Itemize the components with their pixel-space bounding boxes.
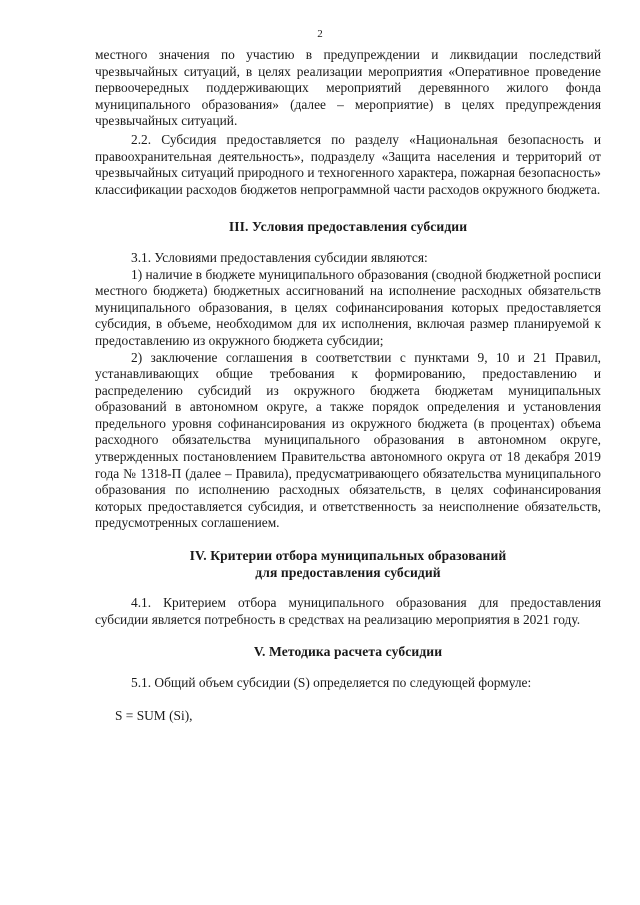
paragraph-3-1-item-1: 1) наличие в бюджете муниципального образования (сводной бюджетной росписи местного бюджета) бюджетных ассигнований на исполнение расходных обязательств муниципального образования, в целях софинансирования которых предоставляется субсидия, в объеме, необходимом для их исполнения, включая размер планируемой к предоставлению из окружного бюджета субсидии; [95,266,601,348]
page-number: 2 [317,28,323,40]
paragraph-4-1: 4.1. Критерием отбора муниципального образования для предоставления субсидии является потребность в средствах на реализацию мероприятия в 2021 году. [95,595,601,627]
paragraph-3-1: 3.1. Условиями предоставления субсидии являются: [131,249,428,265]
paragraph-2-1-continuation: местного значения по участию в предупреждении и ликвидации последствий чрезвычайных ситуаций, в целях реализации мероприятия «Оперативное проведение первоочередных поддерживающих мероприятий деревянного жилого фонда муниципального образования» (далее – мероприятие) в целях предупреждения чрезвычайных ситуаций. [95,47,601,129]
section-heading-iv [95,548,601,581]
heading-line: III. Условия предоставления субсидии [228,219,468,235]
heading-line: IV. Критерии отбора муниципальных образований [189,548,507,564]
section-heading-v [95,644,601,661]
paragraph-5-1: 5.1. Общий объем субсидии (S) определяется по следующей формуле: [131,675,532,690]
paragraph-3-1-item-2: 2) заключение соглашения в соответствии с пунктами 9, 10 и 21 Правил, устанавливающих общие требования к формированию, предоставлению и распределению субсидий из окружного бюджета бюджетам муниципальных образований в автономном округе, а также порядок определения и установления предельного уровня софинансирования из окружного бюджета (в процентах) объема расходного обязательства муниципального образования в автономном округе, утвержденных постановлением Правительства автономного округа от 18 декабря 2019 года № 1318-П (далее – Правила), предусматривающего обязательства муниципального образования по исполнению расходных обязательств, в целях софинансирования которых предоставляется субсидия, и ответственность за неисполнение обязательств, предусмотренных соглашением. [95,349,601,531]
paragraph-2-2: 2.2. Субсидия предоставляется по разделу «Национальная безопасность и правоохранительная деятельность», подразделу «Защита населения и территорий от чрезвычайных ситуаций природного и техногенного характера, пожарная безопасность» классификации расходов бюджетов непрограммной части расходов окружного бюджета. [95,131,601,197]
document-body [95,47,601,724]
section-heading-iii [95,219,601,236]
formula: S = SUM (Si), [115,707,193,723]
heading-line: для предоставления субсидий [255,564,441,580]
heading-line: V. Методика расчета субсидии [253,644,443,660]
